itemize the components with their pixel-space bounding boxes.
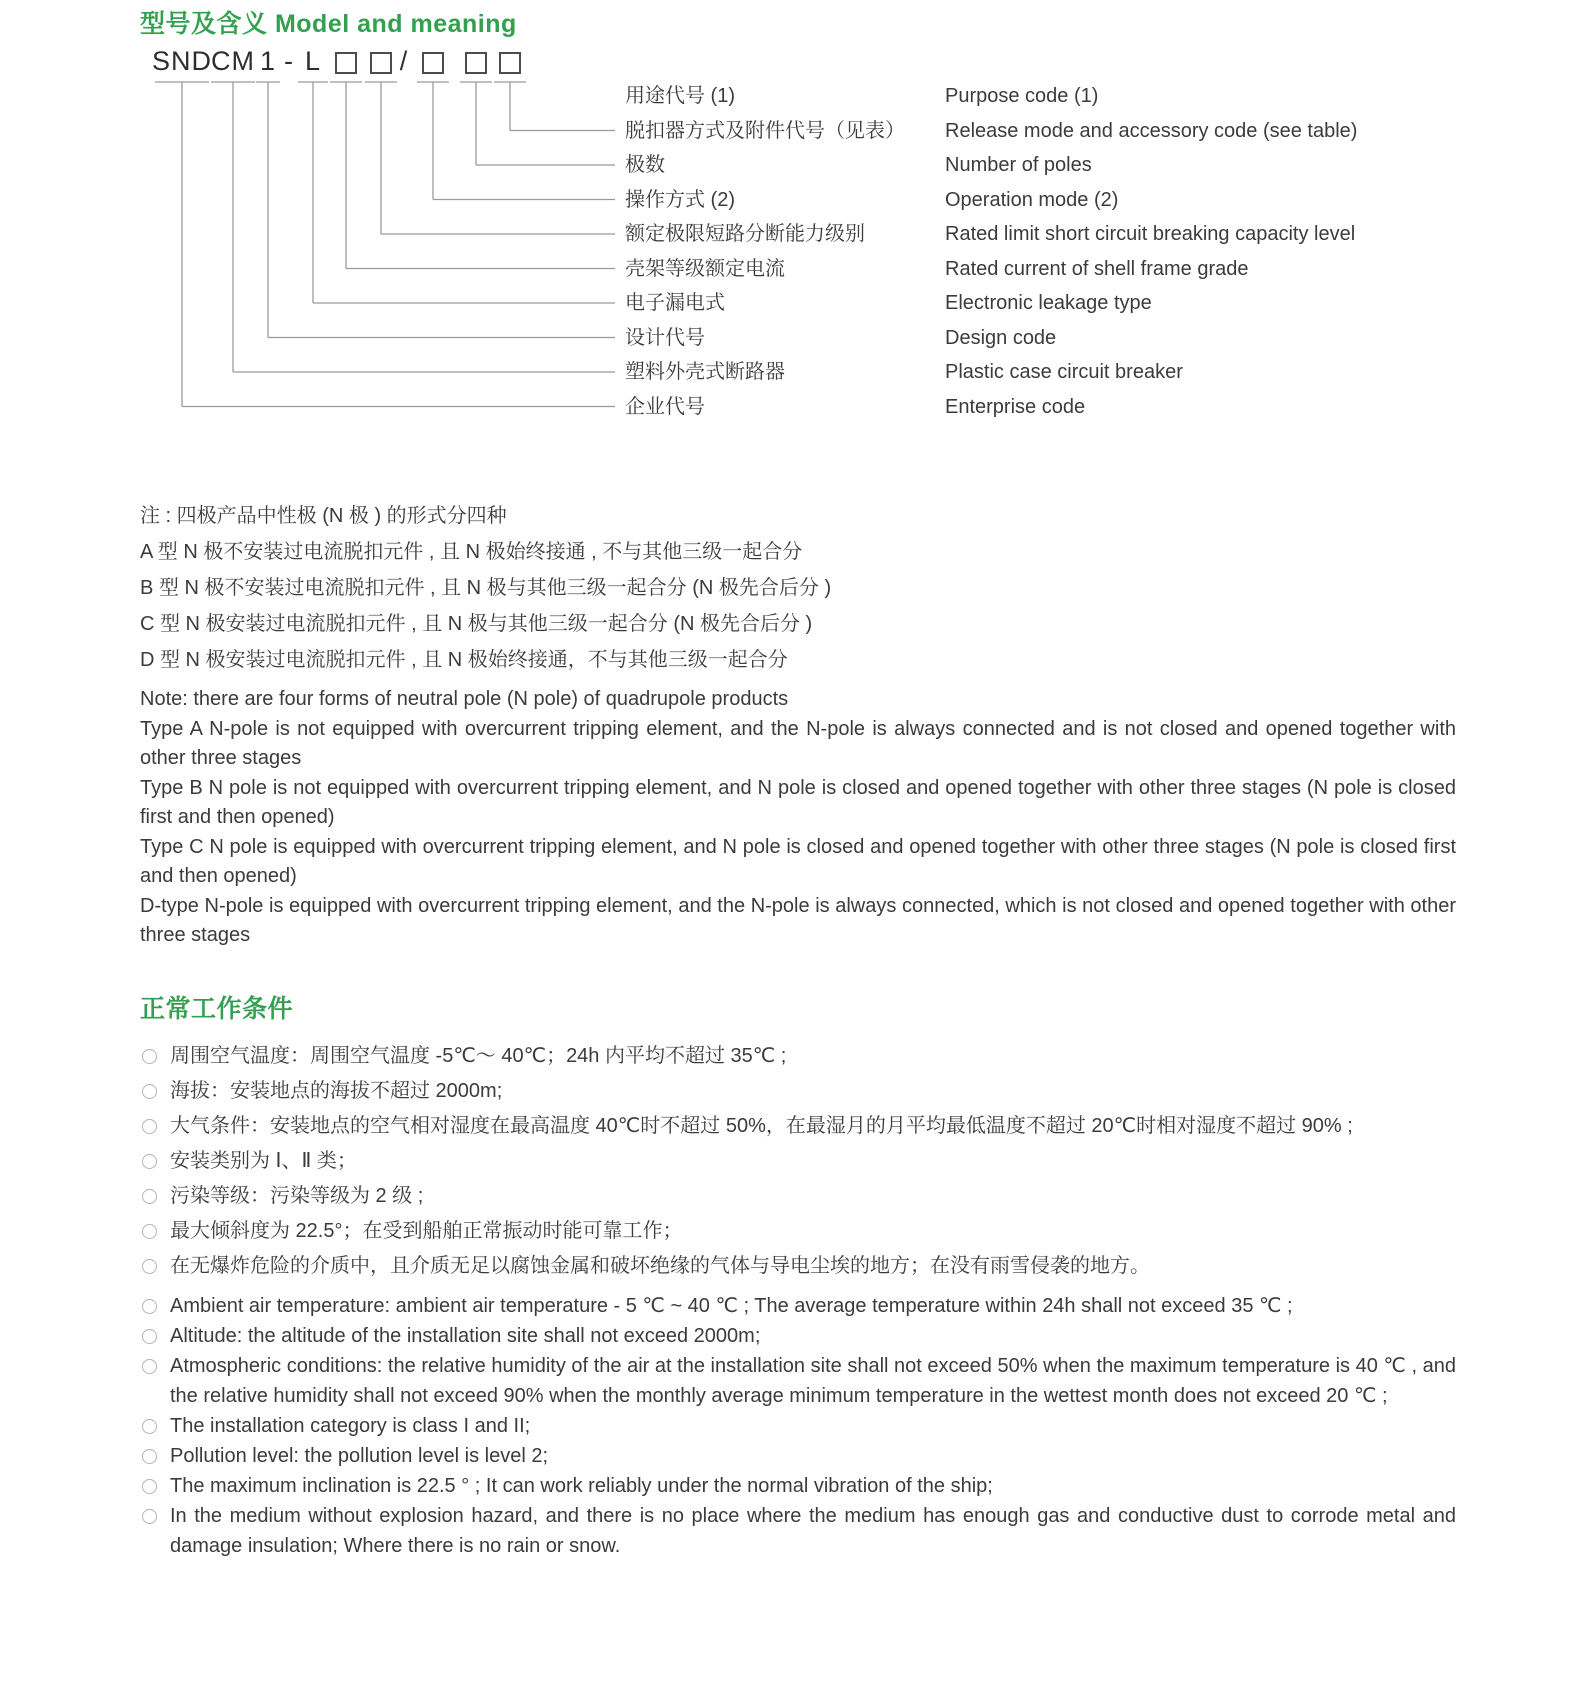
condition-item-zh xyxy=(140,1249,1456,1284)
code-box xyxy=(422,52,444,74)
diagram-label-en: Operation mode (2) xyxy=(945,188,1119,211)
condition-text: Pollution level: the pollution level is level 2; xyxy=(170,1444,548,1467)
code-box xyxy=(370,52,392,74)
condition-bullet-circle-icon xyxy=(142,1479,157,1494)
diagram-label-en: Rated current of shell frame grade xyxy=(945,257,1249,280)
condition-bullet-circle-icon xyxy=(142,1189,157,1204)
condition-bullet-circle-icon xyxy=(142,1084,157,1099)
notes-en xyxy=(140,685,1456,951)
condition-text: 在无爆炸危险的介质中，且介质无足以腐蚀金属和破坏绝缘的气体与导电尘埃的地方；在没有雨雪侵袭的地方。 xyxy=(170,1254,1150,1277)
condition-bullet-circle-icon xyxy=(142,1049,157,1064)
condition-item-zh xyxy=(140,1039,1456,1074)
diagram-label-en: Purpose code (1) xyxy=(945,85,1099,107)
code-box xyxy=(335,52,357,74)
code-part: / xyxy=(399,46,409,76)
condition-item-en xyxy=(140,1471,1456,1501)
note-line-zh: A 型 N 极不安装过电流脱扣元件 , 且 N 极始终接通 , 不与其他三级一起合分 xyxy=(140,541,803,563)
diagram-label-en: Plastic case circuit breaker xyxy=(945,361,1183,383)
condition-bullet-circle-icon xyxy=(142,1259,157,1274)
condition-text: In the medium without explosion hazard, and there is no place where the medium has enough gas and conductive dust to corrode metal and damage insulation; Where there is no rain or snow. xyxy=(170,1504,1456,1557)
model-diagram xyxy=(140,46,1456,434)
conditions-list-zh xyxy=(140,1039,1456,1284)
condition-text: Atmospheric conditions: the relative humidity of the air at the installation site shall not exceed 50% when the maximum temperature is 40 ℃ , and the relative humidity shall not exceed 90% when the monthly average minimum temperature in the wettest month does not exceed 20 ℃ ; xyxy=(170,1354,1456,1407)
diagram-label-zh: 壳架等级额定电流 xyxy=(625,257,785,280)
diagram-label-en: Number of poles xyxy=(945,154,1092,176)
diagram-label-zh: 设计代号 xyxy=(625,326,705,349)
conditions-list-en xyxy=(140,1291,1456,1561)
condition-item-en xyxy=(140,1321,1456,1351)
note-line-en: Note: there are four forms of neutral pole (N pole) of quadrupole products xyxy=(140,688,789,710)
diagram-label-zh: 额定极限短路分断能力级别 xyxy=(625,223,865,245)
diagram-label-zh: 用途代号 (1) xyxy=(625,85,735,107)
diagram-label-en: Rated limit short circuit breaking capacity level xyxy=(945,223,1356,245)
note-line-zh: B 型 N 极不安装过电流脱扣元件 , 且 N 极与其他三级一起合分 (N 极先合后分 ) xyxy=(140,577,832,599)
condition-bullet-circle-icon xyxy=(142,1329,157,1344)
condition-item-en xyxy=(140,1441,1456,1471)
condition-bullet-circle-icon xyxy=(142,1509,157,1524)
diagram-label-zh: 塑料外壳式断路器 xyxy=(625,361,785,383)
condition-text: The maximum inclination is 22.5 ° ; It can work reliably under the normal vibration of the ship; xyxy=(170,1474,993,1497)
code-part: L xyxy=(304,46,322,76)
note-line-en: D-type N-pole is equipped with overcurrent tripping element, and the N-pole is always connected, which is not closed and opened together with other three stages xyxy=(140,894,1456,946)
condition-bullet-circle-icon xyxy=(142,1359,157,1374)
note-line-zh: C 型 N 极安装过电流脱扣元件 , 且 N 极与其他三级一起合分 (N 极先合后分 ) xyxy=(140,613,813,635)
condition-item-en xyxy=(140,1291,1456,1321)
note-line-zh: 注 : 四极产品中性极 (N 极 ) 的形式分四种 xyxy=(140,505,507,527)
diagram-label-zh: 电子漏电式 xyxy=(625,292,725,314)
section-title-conditions: 正常工作条件 xyxy=(140,994,294,1023)
code-part: - xyxy=(284,46,294,76)
condition-item-zh xyxy=(140,1214,1456,1249)
condition-item-zh xyxy=(140,1179,1456,1214)
section-title-model: 型号及含义 Model and meaning xyxy=(140,10,517,38)
code-part: SND xyxy=(151,46,213,76)
note-line-en: Type A N-pole is not equipped with overcurrent tripping element, and the N-pole is always connected and is not closed and opened together with other three stages xyxy=(140,717,1456,769)
condition-item-zh xyxy=(140,1144,1456,1179)
condition-bullet-circle-icon xyxy=(142,1154,157,1169)
note-line-en: Type C N pole is equipped with overcurrent tripping element, and N pole is closed and opened together with other three stages (N pole is closed first and then opened) xyxy=(140,835,1456,887)
condition-bullet-circle-icon xyxy=(142,1419,157,1434)
diagram-label-zh: 企业代号 xyxy=(625,395,705,418)
condition-bullet-circle-icon xyxy=(142,1224,157,1239)
condition-text: Ambient air temperature: ambient air temperature - 5 ℃ ~ 40 ℃ ; The average temperature within 24h shall not exceed 35 ℃ ; xyxy=(170,1294,1293,1317)
condition-text: Altitude: the altitude of the installation site shall not exceed 2000m; xyxy=(170,1324,761,1347)
diagram-label-zh: 极数 xyxy=(625,154,665,176)
condition-text: 最大倾斜度为 22.5°；在受到船舶正常振动时能可靠工作； xyxy=(170,1219,683,1242)
code-box xyxy=(499,52,521,74)
note-line-zh: D 型 N 极安装过电流脱扣元件 , 且 N 极始终接通，不与其他三级一起合分 xyxy=(140,649,788,671)
condition-item-en xyxy=(140,1501,1456,1561)
condition-text: 安装类别为 Ⅰ、Ⅱ 类； xyxy=(170,1149,357,1172)
condition-text: 海拔：安装地点的海拔不超过 2000m; xyxy=(170,1079,503,1102)
condition-item-zh xyxy=(140,1109,1456,1144)
condition-item-en xyxy=(140,1411,1456,1441)
code-part: CM xyxy=(211,46,255,76)
condition-bullet-circle-icon xyxy=(142,1449,157,1464)
diagram-label-en: Electronic leakage type xyxy=(945,292,1152,314)
condition-text: 大气条件：安装地点的空气相对湿度在最高温度 40℃时不超过 50%，在最湿月的月平均最低温度不超过 20℃时相对湿度不超过 90% ; xyxy=(170,1114,1353,1137)
condition-item-zh xyxy=(140,1074,1456,1109)
condition-bullet-circle-icon xyxy=(142,1299,157,1314)
condition-item-en xyxy=(140,1351,1456,1411)
diagram-label-zh: 脱扣器方式及附件代号（见表） xyxy=(625,119,905,142)
note-line-en: Type B N pole is not equipped with overcurrent tripping element, and N pole is closed and opened together with other three stages (N pole is closed first and then opened) xyxy=(140,776,1456,828)
diagram-label-en: Release mode and accessory code (see table) xyxy=(945,119,1358,142)
code-box xyxy=(465,52,487,74)
condition-text: 周围空气温度：周围空气温度 -5℃～ 40℃；24h 内平均不超过 35℃ ; xyxy=(170,1044,787,1067)
diagram-label-en: Design code xyxy=(945,326,1057,349)
condition-text: 污染等级：污染等级为 2 级 ; xyxy=(170,1184,424,1207)
condition-text: The installation category is class I and II; xyxy=(170,1414,531,1437)
condition-bullet-circle-icon xyxy=(142,1119,157,1134)
code-part: 1 xyxy=(259,46,277,76)
notes-zh xyxy=(140,498,1456,678)
diagram-label-en: Enterprise code xyxy=(945,395,1086,418)
diagram-label-zh: 操作方式 (2) xyxy=(625,188,735,211)
